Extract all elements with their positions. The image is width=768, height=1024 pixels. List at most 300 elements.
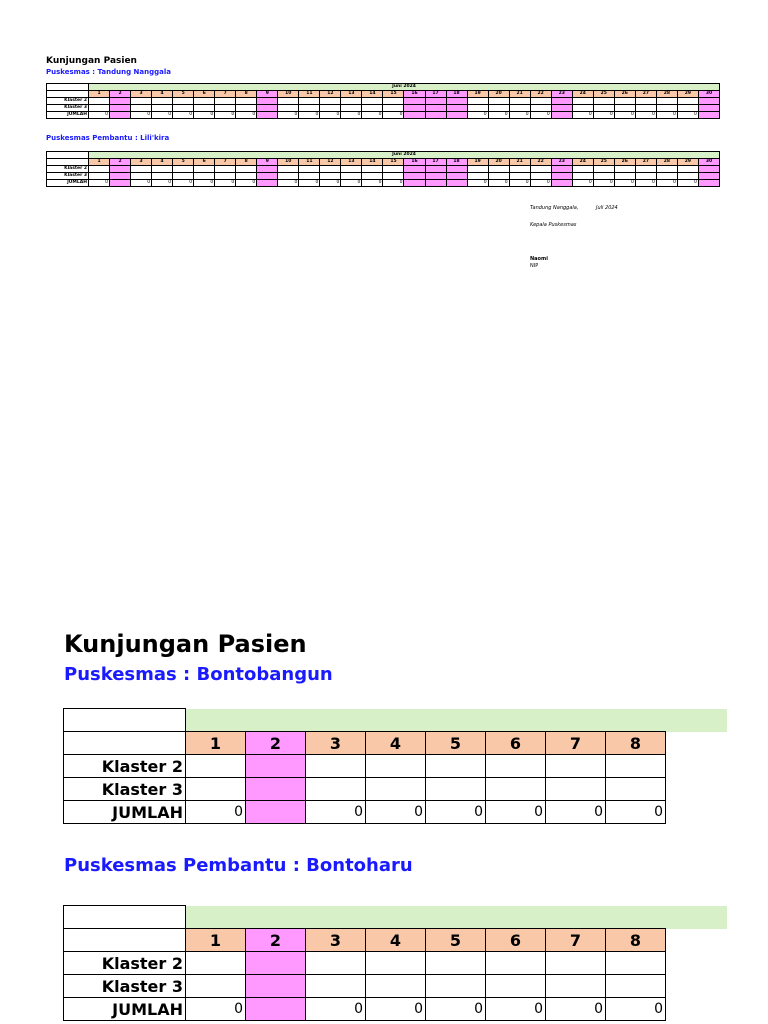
data-cell: [606, 952, 666, 975]
data-cell: [635, 166, 656, 173]
data-cell: [383, 105, 404, 112]
total-cell: 0: [278, 112, 299, 119]
day-header: 19: [467, 159, 488, 166]
total-cell: 0: [467, 180, 488, 187]
data-cell: [278, 105, 299, 112]
total-cell: [425, 112, 446, 119]
day-header: 18: [446, 91, 467, 98]
data-cell: [486, 778, 546, 801]
total-cell: 0: [546, 801, 606, 824]
data-cell: [306, 755, 366, 778]
total-cell: 0: [488, 112, 509, 119]
day-header: 10: [278, 159, 299, 166]
day-header-row: [64, 732, 666, 755]
data-cell: [110, 98, 131, 105]
data-cell: [509, 166, 530, 173]
data-cell: [614, 166, 635, 173]
total-cell: [551, 180, 572, 187]
data-cell: [572, 166, 593, 173]
data-cell: [366, 975, 426, 998]
data-cell: [698, 166, 719, 173]
day-header: 14: [362, 91, 383, 98]
data-cell: [152, 105, 173, 112]
total-cell: 0: [509, 112, 530, 119]
row-label: Klaster 2: [47, 98, 89, 105]
data-cell: [593, 166, 614, 173]
day-header: 17: [425, 159, 446, 166]
data-cell: [306, 952, 366, 975]
data-cell: [186, 975, 246, 998]
day-header: 26: [614, 91, 635, 98]
total-cell: 0: [152, 112, 173, 119]
data-cell: [426, 952, 486, 975]
day-header: 1: [89, 91, 110, 98]
data-cell: [362, 173, 383, 180]
data-cell: [341, 173, 362, 180]
day-header: 9: [257, 159, 278, 166]
visit-table-bontoharu: [63, 905, 666, 1021]
data-cell: [173, 166, 194, 173]
data-cell: [656, 105, 677, 112]
total-cell: 0: [426, 998, 486, 1021]
data-cell: [320, 166, 341, 173]
data-cell: [299, 173, 320, 180]
data-cell: [593, 105, 614, 112]
table-row: [64, 755, 666, 778]
data-cell: [257, 173, 278, 180]
data-cell: [446, 173, 467, 180]
day-header: 2: [246, 732, 306, 755]
day-header: 6: [486, 732, 546, 755]
page2-puskesmas-label: Puskesmas : Bontobangun: [64, 664, 333, 685]
table-row: [47, 105, 720, 112]
day-header: 16: [404, 91, 425, 98]
day-header: 28: [656, 159, 677, 166]
data-cell: [486, 952, 546, 975]
total-cell: 0: [635, 112, 656, 119]
total-cell: 0: [186, 998, 246, 1021]
day-header: 22: [530, 91, 551, 98]
data-cell: [257, 105, 278, 112]
day-header: 16: [404, 159, 425, 166]
row-label: Klaster 2: [64, 952, 186, 975]
day-header: 30: [698, 91, 719, 98]
data-cell: [246, 755, 306, 778]
day-header: 4: [152, 159, 173, 166]
day-header: 27: [635, 91, 656, 98]
data-cell: [383, 173, 404, 180]
total-cell: [551, 112, 572, 119]
month-row: [47, 152, 720, 159]
day-header: 25: [593, 159, 614, 166]
day-header-row: [47, 159, 720, 166]
page1-puskesmas-label: Puskesmas : Tandung Nanggala: [46, 68, 171, 76]
data-cell: [194, 105, 215, 112]
data-cell: [110, 173, 131, 180]
data-cell: [383, 98, 404, 105]
total-cell: 0: [486, 801, 546, 824]
data-cell: [546, 778, 606, 801]
total-cell: [246, 801, 306, 824]
data-cell: [299, 105, 320, 112]
data-cell: [426, 755, 486, 778]
data-cell: [467, 166, 488, 173]
day-header: 9: [257, 91, 278, 98]
data-cell: [152, 166, 173, 173]
visit-table-pustu: [46, 151, 720, 187]
total-label: JUMLAH: [47, 112, 89, 119]
total-cell: 0: [341, 112, 362, 119]
total-cell: 0: [131, 112, 152, 119]
day-header: 6: [194, 159, 215, 166]
data-cell: [467, 173, 488, 180]
data-cell: [404, 173, 425, 180]
data-cell: [572, 105, 593, 112]
day-header: 4: [366, 929, 426, 952]
data-cell: [246, 778, 306, 801]
total-cell: 0: [299, 180, 320, 187]
total-label: JUMLAH: [47, 180, 89, 187]
day-header: 24: [572, 159, 593, 166]
data-cell: [509, 105, 530, 112]
day-header: 12: [320, 91, 341, 98]
data-cell: [546, 952, 606, 975]
data-cell: [530, 105, 551, 112]
data-cell: [236, 166, 257, 173]
month-label: [186, 906, 666, 929]
total-cell: 0: [606, 801, 666, 824]
data-cell: [467, 105, 488, 112]
total-cell: 0: [236, 180, 257, 187]
data-cell: [236, 105, 257, 112]
day-header: 19: [467, 91, 488, 98]
month-label: Juni 2024: [89, 84, 720, 91]
data-cell: [215, 173, 236, 180]
total-cell: 0: [383, 112, 404, 119]
total-cell: 0: [89, 112, 110, 119]
total-cell: [404, 112, 425, 119]
day-header: 2: [246, 929, 306, 952]
data-cell: [131, 105, 152, 112]
data-cell: [236, 98, 257, 105]
data-cell: [299, 166, 320, 173]
total-cell: 0: [614, 180, 635, 187]
data-cell: [486, 755, 546, 778]
data-cell: [246, 952, 306, 975]
data-cell: [551, 173, 572, 180]
total-cell: [257, 112, 278, 119]
day-header: 28: [656, 91, 677, 98]
corner-cell: [64, 709, 186, 732]
data-cell: [194, 98, 215, 105]
table-row: [64, 952, 666, 975]
data-cell: [488, 166, 509, 173]
day-header: 7: [215, 159, 236, 166]
data-cell: [89, 105, 110, 112]
total-cell: [110, 112, 131, 119]
total-cell: 0: [572, 180, 593, 187]
data-cell: [341, 166, 362, 173]
day-header: 6: [486, 929, 546, 952]
day-header: 3: [131, 91, 152, 98]
signature-place: Tandung Nanggala,: [530, 205, 579, 211]
data-cell: [425, 98, 446, 105]
corner-cell: [47, 84, 89, 91]
data-cell: [131, 166, 152, 173]
data-cell: [656, 166, 677, 173]
total-cell: 0: [186, 801, 246, 824]
data-cell: [278, 98, 299, 105]
signature-role: Kepala Puskesmas: [530, 222, 577, 228]
data-cell: [186, 778, 246, 801]
total-cell: 0: [306, 801, 366, 824]
total-cell: 0: [362, 180, 383, 187]
data-cell: [488, 98, 509, 105]
data-cell: [446, 105, 467, 112]
total-cell: 0: [593, 112, 614, 119]
data-cell: [257, 166, 278, 173]
data-cell: [341, 105, 362, 112]
total-cell: 0: [366, 801, 426, 824]
day-header: 30: [698, 159, 719, 166]
data-cell: [509, 173, 530, 180]
data-cell: [89, 173, 110, 180]
day-header: 5: [173, 91, 194, 98]
data-cell: [341, 98, 362, 105]
data-cell: [606, 975, 666, 998]
data-cell: [546, 755, 606, 778]
month-row: [47, 84, 720, 91]
day-header: 1: [186, 732, 246, 755]
table-row: [47, 166, 720, 173]
day-header: 3: [131, 159, 152, 166]
total-cell: 0: [488, 180, 509, 187]
data-cell: [173, 105, 194, 112]
data-cell: [614, 173, 635, 180]
total-cell: 0: [362, 112, 383, 119]
total-cell: 0: [677, 180, 698, 187]
total-row: [64, 801, 666, 824]
total-row: [47, 112, 720, 119]
data-cell: [362, 98, 383, 105]
visit-table-bontobangun: [63, 708, 666, 824]
data-cell: [530, 98, 551, 105]
day-header: 3: [306, 732, 366, 755]
total-cell: 0: [509, 180, 530, 187]
total-cell: 0: [546, 998, 606, 1021]
table-row: [64, 778, 666, 801]
data-cell: [306, 778, 366, 801]
data-cell: [677, 166, 698, 173]
day-header: 14: [362, 159, 383, 166]
total-cell: 0: [320, 180, 341, 187]
data-cell: [614, 105, 635, 112]
data-cell: [152, 173, 173, 180]
data-cell: [425, 166, 446, 173]
total-cell: 0: [426, 801, 486, 824]
data-cell: [572, 98, 593, 105]
data-cell: [606, 755, 666, 778]
total-cell: 0: [173, 180, 194, 187]
total-cell: 0: [593, 180, 614, 187]
row-label: Klaster 2: [64, 755, 186, 778]
data-cell: [698, 98, 719, 105]
day-header: 10: [278, 91, 299, 98]
data-cell: [110, 166, 131, 173]
day-header: 15: [383, 159, 404, 166]
corner-cell: [47, 152, 89, 159]
data-cell: [383, 166, 404, 173]
corner-cell: [47, 91, 89, 98]
signature-name: Naomi: [530, 256, 548, 262]
total-cell: 0: [341, 180, 362, 187]
total-cell: 0: [278, 180, 299, 187]
day-header: 22: [530, 159, 551, 166]
total-row: [47, 180, 720, 187]
month-row: [64, 906, 666, 929]
day-header: 5: [426, 929, 486, 952]
day-header: 8: [606, 929, 666, 952]
day-header: 12: [320, 159, 341, 166]
data-cell: [131, 98, 152, 105]
total-cell: 0: [194, 180, 215, 187]
day-header: 13: [341, 159, 362, 166]
data-cell: [677, 98, 698, 105]
total-cell: [698, 180, 719, 187]
day-header: 3: [306, 929, 366, 952]
data-cell: [530, 166, 551, 173]
data-cell: [635, 105, 656, 112]
total-cell: 0: [152, 180, 173, 187]
total-row: [64, 998, 666, 1021]
corner-cell: [47, 159, 89, 166]
total-cell: 0: [236, 112, 257, 119]
data-cell: [299, 98, 320, 105]
total-cell: 0: [299, 112, 320, 119]
data-cell: [426, 975, 486, 998]
total-cell: 0: [89, 180, 110, 187]
total-cell: 0: [656, 112, 677, 119]
total-cell: [446, 180, 467, 187]
data-cell: [173, 173, 194, 180]
day-header: 23: [551, 91, 572, 98]
month-label: [186, 709, 666, 732]
data-cell: [677, 173, 698, 180]
day-header: 20: [488, 159, 509, 166]
data-cell: [551, 98, 572, 105]
data-cell: [278, 173, 299, 180]
day-header: 7: [546, 732, 606, 755]
corner-cell: [64, 906, 186, 929]
data-cell: [635, 173, 656, 180]
row-label: Klaster 3: [64, 975, 186, 998]
data-cell: [677, 105, 698, 112]
total-cell: [404, 180, 425, 187]
data-cell: [366, 952, 426, 975]
day-header: 29: [677, 159, 698, 166]
data-cell: [467, 98, 488, 105]
total-cell: 0: [606, 998, 666, 1021]
day-header: 6: [194, 91, 215, 98]
day-header: 26: [614, 159, 635, 166]
data-cell: [425, 173, 446, 180]
data-cell: [635, 98, 656, 105]
data-cell: [551, 105, 572, 112]
total-cell: 0: [215, 112, 236, 119]
month-row: [64, 709, 666, 732]
total-cell: 0: [635, 180, 656, 187]
total-cell: 0: [131, 180, 152, 187]
total-cell: 0: [173, 112, 194, 119]
day-header: 8: [236, 159, 257, 166]
total-cell: [698, 112, 719, 119]
data-cell: [404, 166, 425, 173]
day-header: 1: [186, 929, 246, 952]
data-cell: [215, 105, 236, 112]
signature-nip: NIP: [530, 263, 539, 269]
table-row: [47, 98, 720, 105]
total-cell: 0: [614, 112, 635, 119]
page1-title: Kunjungan Pasien: [46, 56, 137, 66]
data-cell: [89, 98, 110, 105]
data-cell: [486, 975, 546, 998]
table-row: [47, 173, 720, 180]
table-row: [64, 975, 666, 998]
data-cell: [131, 173, 152, 180]
total-cell: 0: [366, 998, 426, 1021]
month-label: Juni 2024: [89, 152, 720, 159]
day-header: 17: [425, 91, 446, 98]
data-cell: [426, 778, 486, 801]
row-label: Klaster 2: [47, 166, 89, 173]
day-header: 27: [635, 159, 656, 166]
data-cell: [320, 105, 341, 112]
data-cell: [362, 166, 383, 173]
day-header: 24: [572, 91, 593, 98]
day-header: 23: [551, 159, 572, 166]
day-header: 7: [546, 929, 606, 952]
total-cell: 0: [656, 180, 677, 187]
total-cell: 0: [677, 112, 698, 119]
data-cell: [606, 778, 666, 801]
data-cell: [656, 173, 677, 180]
total-cell: 0: [194, 112, 215, 119]
page2-pustu-label: Puskesmas Pembantu : Bontoharu: [64, 855, 413, 876]
data-cell: [186, 952, 246, 975]
data-cell: [320, 98, 341, 105]
visit-table-puskesmas: [46, 83, 720, 119]
data-cell: [530, 173, 551, 180]
day-header: 18: [446, 159, 467, 166]
data-cell: [698, 173, 719, 180]
total-cell: [257, 180, 278, 187]
day-header: 4: [366, 732, 426, 755]
row-label: Klaster 3: [64, 778, 186, 801]
day-header: 21: [509, 91, 530, 98]
row-label: Klaster 3: [47, 173, 89, 180]
day-header: 5: [173, 159, 194, 166]
data-cell: [425, 105, 446, 112]
data-cell: [614, 98, 635, 105]
data-cell: [656, 98, 677, 105]
data-cell: [446, 98, 467, 105]
data-cell: [194, 173, 215, 180]
data-cell: [362, 105, 383, 112]
total-label: JUMLAH: [64, 998, 186, 1021]
data-cell: [278, 166, 299, 173]
data-cell: [246, 975, 306, 998]
data-cell: [215, 166, 236, 173]
